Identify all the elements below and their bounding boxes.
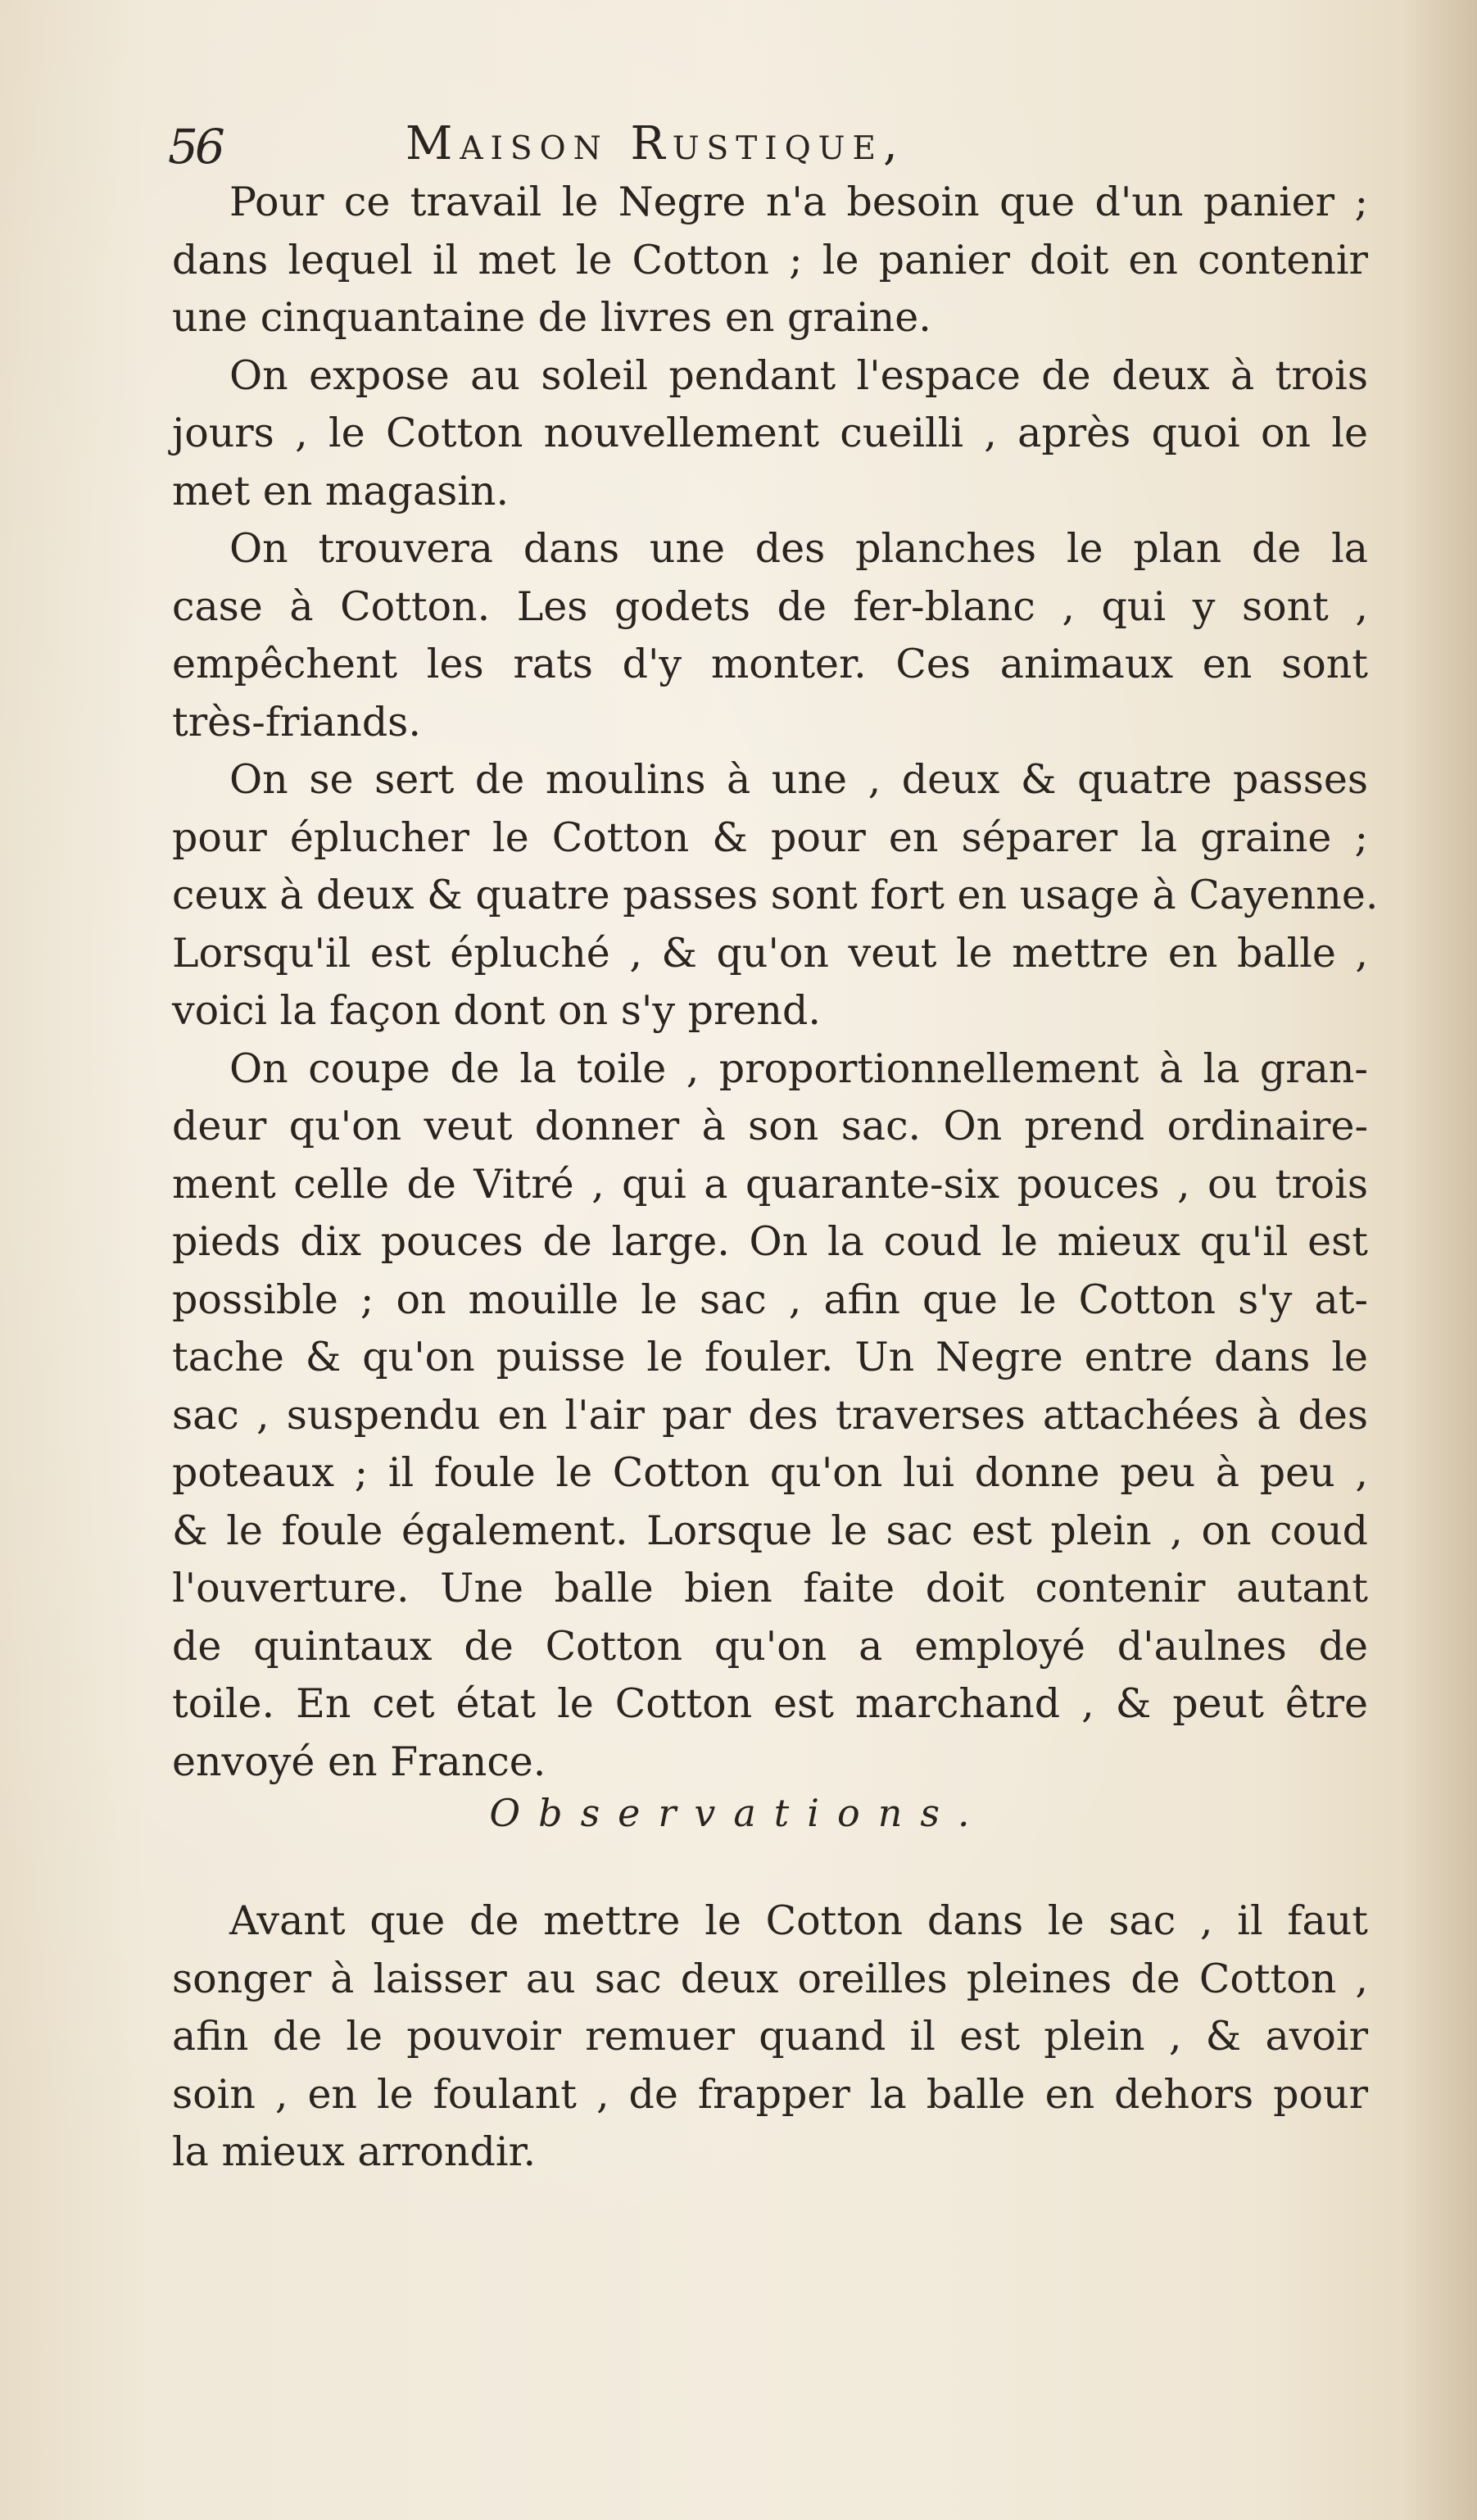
text-line: case à Cotton. Les godets de fer-blanc , qui y sont , <box>172 582 1368 630</box>
observations-paragraph <box>172 1892 1368 2182</box>
paragraph <box>172 174 1368 347</box>
text-line: & le foule également. Lorsque le sac est plein , on coud <box>172 1507 1368 1554</box>
page-number: 56 <box>168 119 222 174</box>
paragraph <box>172 1040 1368 1792</box>
text-line: empêchent les rats d'y monter. Ces animaux en sont <box>172 641 1368 687</box>
text-line: l'ouverture. Une balle bien faite doit contenir autant <box>172 1565 1368 1611</box>
body-text <box>172 174 1379 1791</box>
observations-text <box>172 1892 1368 2182</box>
text-line: On trouvera dans une des planches le plan de la <box>229 525 1368 572</box>
text-line: sac , suspendu en l'air par des traverses attachées à des <box>172 1391 1368 1439</box>
text-line: On coupe de la toile , proportionnellement à la gran- <box>229 1045 1368 1092</box>
text-line: pour éplucher le Cotton & pour en séparer la graine ; <box>172 814 1368 861</box>
text-line: Lorsqu'il est épluché , & qu'on veut le mettre en balle , <box>172 929 1368 977</box>
page-header <box>0 107 1477 180</box>
text-line: très-friands. <box>172 698 421 746</box>
paragraph <box>172 520 1368 751</box>
paragraph <box>172 751 1379 1040</box>
text-line: soin , en le foulant , de frapper la balle en dehors pour <box>172 2070 1368 2118</box>
text-line: de quintaux de Cotton qu'on a employé d'aulnes de <box>172 1622 1368 1670</box>
text-line: Avant que de mettre le Cotton dans le sac , il faut <box>229 1897 1368 1944</box>
text-line: ment celle de Vitré , qui a quarante-six pouces , ou trois <box>172 1160 1368 1208</box>
page-edge-shadow <box>1403 0 1477 2520</box>
text-line: voici la façon dont on s'y prend. <box>172 987 821 1034</box>
text-line: On se sert de moulins à une , deux & quatre passes <box>229 756 1368 803</box>
text-line: envoyé en France. <box>172 1738 546 1785</box>
text-line: deur qu'on veut donner à son sac. On prend ordinaire- <box>172 1103 1368 1149</box>
text-line: une cinquantaine de livres en graine. <box>172 294 931 341</box>
running-head: Maison Rustique, <box>405 117 905 170</box>
text-line: possible ; on mouille le sac , afin que le Cotton s'y at- <box>172 1276 1368 1323</box>
text-line: toile. En cet état le Cotton est marchand , & peut être <box>172 1680 1368 1727</box>
text-line: On expose au soleil pendant l'espace de deux à trois <box>229 351 1368 399</box>
text-line: songer à laisser au sac deux oreilles pleines de Cotton , <box>172 1955 1368 2002</box>
text-line: poteaux ; il foule le Cotton qu'on lui donne peu à peu , <box>172 1449 1368 1496</box>
text-line: Pour ce travail le Negre n'a besoin que d'un panier ; <box>229 179 1368 225</box>
text-line: afin de le pouvoir remuer quand il est plein , & avoir <box>172 2013 1368 2060</box>
section-title: Observations. <box>489 1791 988 1835</box>
text-line: met en magasin. <box>172 467 510 514</box>
text-line: ceux à deux & quatre passes sont fort en usage à Cayenne. <box>172 872 1379 918</box>
text-line: la mieux arrondir. <box>172 2128 537 2175</box>
text-line: jours , le Cotton nouvellement cueilli , après quoi on le <box>172 410 1368 456</box>
paragraph <box>172 347 1368 521</box>
text-line: dans lequel il met le Cotton ; le panier doit en contenir <box>172 236 1368 283</box>
text-line: tache & qu'on puisse le fouler. Un Negre entre dans le <box>172 1334 1368 1380</box>
text-line: pieds dix pouces de large. On la coud le mieux qu'il est <box>172 1218 1368 1265</box>
